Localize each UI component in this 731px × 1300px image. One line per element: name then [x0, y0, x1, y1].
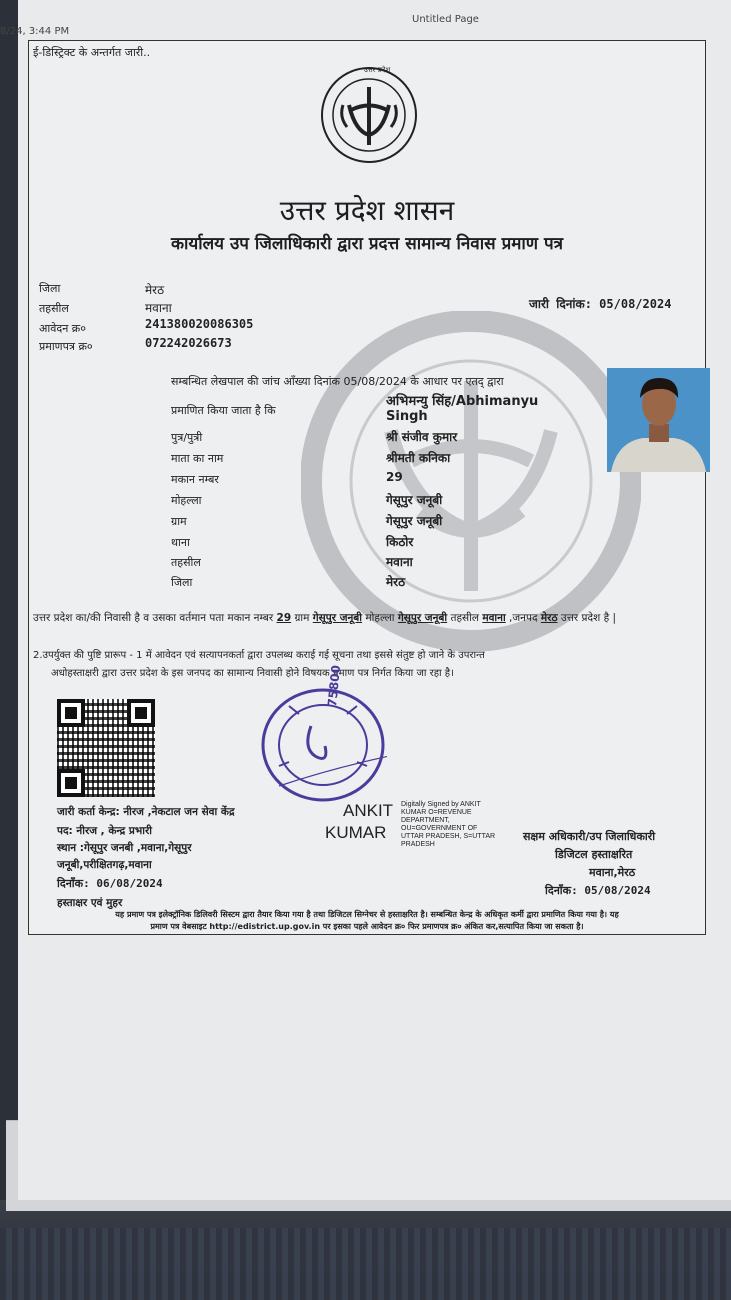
government-heading: उत्तर प्रदेश शासन	[279, 194, 455, 227]
issuing-center: जारी कर्ता केन्द्र: नीरज ,नेकटाल जन सेवा केंद्र	[57, 806, 235, 818]
house-label: मकान नम्बर	[171, 473, 219, 486]
print-page-title: Untitled Page	[412, 14, 479, 25]
fabric-background	[0, 1228, 731, 1300]
statement-mohalla: गेसूपुर जनूबी	[397, 612, 448, 624]
statement-tehsil: मवाना	[482, 612, 506, 624]
police-station-value: किठोर	[386, 535, 414, 549]
issuer-place-2: जनूबी,परीक्षितगढ़,मवाना	[57, 859, 152, 871]
issuer-post: पद: नीरज , केन्द्र प्रभारी	[57, 825, 152, 837]
statement-part-b: ग्राम	[291, 612, 313, 624]
footer-note-1: यह प्रमाण पत्र इलेक्ट्रॉनिक डिलिवरी सिस्टम द्वारा तैयार किया गया है तथा डिजिटल सिग्नेचर से हस्ताक्षरित है। सम्बन्धित केन्द्र के अधिकृत कर्मी द्वारा प्रमाणित किया गया है। यह	[115, 910, 619, 919]
residence-statement	[33, 609, 701, 628]
father-label: पुत्र/पुत्री	[171, 431, 203, 444]
applicant-name-line2: Singh	[386, 409, 428, 424]
signer-name-1: ANKIT	[343, 801, 394, 820]
village-label: ग्राम	[171, 515, 187, 528]
digital-sign-line: DEPARTMENT,	[401, 817, 450, 824]
mohalla-label: मोहल्ला	[171, 494, 202, 507]
signature-seal-label: हस्ताक्षर एवं मुहर	[57, 897, 123, 909]
authority-signed: डिजिटल हस्ताक्षरित	[555, 848, 633, 861]
digital-signature-details	[401, 801, 495, 849]
stamp-number: 75800	[325, 664, 344, 708]
qr-finder-icon	[127, 699, 155, 727]
application-label: आवेदन क्र०	[39, 322, 86, 335]
verification-qr-code	[57, 699, 155, 797]
person-photo-icon	[607, 368, 710, 472]
digital-sign-line: PRADESH	[401, 841, 435, 848]
print-timestamp: 8/24, 3:44 PM	[0, 26, 70, 37]
applicant-name-line1: अभिमन्यु सिंह/Abhimanyu	[386, 394, 539, 409]
mother-value: श्रीमती कनिका	[386, 451, 451, 465]
authority-date: दिनाँक: 05/08/2024	[545, 884, 651, 897]
district-row-label: जिला	[171, 576, 193, 589]
footer-note-2: प्रमाण पत्र वेबसाइट http://edistrict.up.gov.in पर इसका पहले आवेदन क्र० फिर प्रमाणपत्र क्र० अंकित कर,सत्यापित किया जा सकता है।	[150, 922, 584, 931]
certificate-title: कार्यालय उप जिलाधिकारी द्वारा प्रदत्त सामान्य निवास प्रमाण पत्र	[170, 234, 564, 254]
statement-house: 29	[276, 612, 292, 624]
certificate-number: 072242026673	[145, 336, 232, 350]
mohalla-value: गेसूपुर जनूबी	[386, 493, 443, 507]
qr-finder-icon	[57, 699, 85, 727]
tehsil-value: मवाना	[145, 301, 172, 315]
digital-sign-line: Digitally Signed by ANKIT	[401, 801, 481, 808]
digital-sign-line: UTTAR PRADESH, S=UTTAR	[401, 833, 496, 840]
watermark-seal-icon	[301, 311, 641, 651]
signer-name-2: KUMAR	[325, 823, 387, 842]
statement-part-e: ,जनपद	[505, 612, 541, 624]
intro-text: सम्बन्धित लेखपाल की जांच आँख्या दिनांक 05/08/2024 के आधार पर एतद् द्वारा	[171, 375, 504, 388]
verification-line-2: अधोहस्ताक्षरी द्वारा उत्तर प्रदेश के इस जनपद का सामान्य निवासी होने विषयक प्रमाण पत्र निर्गत किया जा रहा है।	[51, 668, 454, 679]
tehsil-label: तहसील	[39, 302, 69, 315]
issue-date: जारी दिनांक: 05/08/2024	[529, 297, 672, 311]
district-label: जिला	[39, 282, 61, 295]
village-value: गेसूपुर जनूबी	[386, 514, 443, 528]
statement-district: मेरठ	[540, 612, 558, 624]
applicant-photo	[607, 368, 710, 472]
district-value: मेरठ	[145, 283, 165, 297]
statement-part-d: तहसील	[447, 612, 483, 624]
father-value: श्री संजीव कुमार	[386, 430, 458, 444]
district-row-value: मेरठ	[386, 575, 406, 589]
application-number: 241380020086305	[145, 317, 254, 331]
certified-label: प्रमाणित किया जाता है कि	[171, 404, 276, 417]
digital-sign-line: OU=GOVERNMENT OF	[401, 825, 478, 832]
police-station-label: थाना	[171, 536, 190, 549]
issuer-date: दिनाँक: 06/08/2024	[57, 877, 163, 890]
official-stamp-icon	[259, 686, 387, 804]
qr-finder-icon	[57, 769, 85, 797]
tehsil-row-value: मवाना	[386, 555, 413, 569]
digital-sign-line: KUMAR O=REVENUE	[401, 809, 472, 816]
mother-label: माता का नाम	[171, 452, 224, 465]
verification-line-1: 2.उपर्युक्त की पुष्टि प्रारूप - 1 में आवेदन एवं सत्यापनकर्ता द्वारा उपलब्ध कराई गई सूचना तथा इससे संतुष्ट हो जाने के उपरान्त	[33, 650, 485, 661]
tehsil-row-label: तहसील	[171, 556, 201, 569]
house-value: 29	[386, 470, 403, 484]
certificate-number-label: प्रमाणपत्र क्र०	[39, 340, 93, 353]
statement-part-a: उत्तर प्रदेश का/की निवासी है व उसका वर्तमान पता मकान नम्बर	[33, 612, 277, 624]
authority-title: सक्षम अधिकारी/उप जिलाधिकारी	[523, 830, 656, 843]
issued-under-text: ई-डिस्ट्रिक्ट के अन्तर्गत जारी..	[33, 46, 151, 59]
certificate	[28, 40, 706, 935]
statement-village: गेसूपुर जनूबी	[312, 612, 363, 624]
statement-part-c: मोहल्ला	[362, 612, 398, 624]
issuer-place-1: स्थान :गेसूपुर जनबी ,मवाना,गेसूपुर	[57, 842, 192, 854]
authority-place: मवाना,मेरठ	[589, 866, 636, 879]
statement-part-f: उत्तर प्रदेश है |	[557, 612, 617, 624]
emblem-caption: उत्तर प्रदेश	[364, 66, 391, 74]
up-emblem-icon	[319, 65, 419, 165]
